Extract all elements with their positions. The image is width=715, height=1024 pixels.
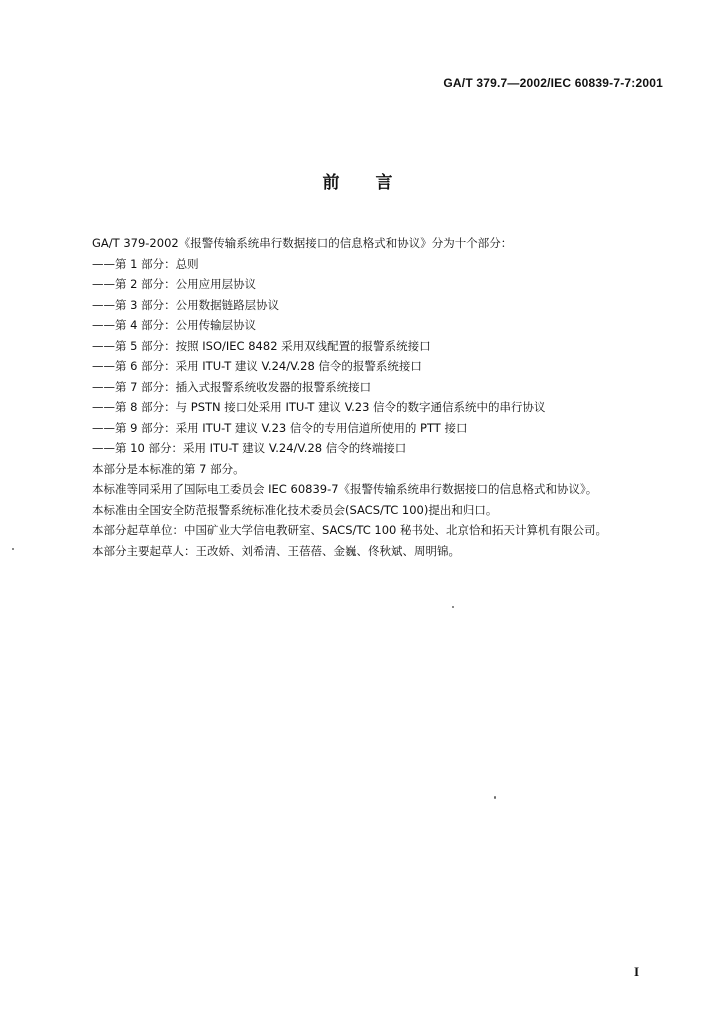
this-part-paragraph: 本部分是本标准的第 7 部分。 xyxy=(92,461,245,476)
part-item-8: ——第 8 部分：与 PSTN 接口处采用 ITU-T 建议 V.23 信令的数字通信系统中的串行协议 xyxy=(92,400,546,414)
intro-paragraph: GA/T 379-2002《报警传输系统串行数据接口的信息格式和协议》分为十个部分： xyxy=(92,236,513,250)
part-item-10: ——第 10 部分：采用 ITU-T 建议 V.24/V.28 信令的终端接口 xyxy=(92,441,407,455)
drafting-units-paragraph: 本部分起草单位：中国矿业大学信电教研室、SACS/TC 100 秘书处、北京恰和拓天计算机有限公司。 xyxy=(92,523,608,537)
part-item-4: ——第 4 部分：公用传输层协议 xyxy=(92,318,257,332)
drafters-paragraph: 本部分主要起草人：王改娇、刘希清、王蓓蓓、金巍、佟秋斌、周明锦。 xyxy=(92,543,460,558)
part-item-6: ——第 6 部分：采用 ITU-T 建议 V.24/V.28 信令的报警系统接口 xyxy=(92,359,422,373)
part-item-5: ——第 5 部分：按照 ISO/IEC 8482 采用双线配置的报警系统接口 xyxy=(92,338,431,353)
part-item-9: ——第 9 部分：采用 ITU-T 建议 V.23 信令的专用信道所使用的 PTT 接口 xyxy=(92,420,468,435)
page-title: 前言 xyxy=(322,173,429,193)
equivalent-paragraph: 本标准等同采用了国际电工委员会 IEC 60839-7《报警传输系统串行数据接口的信息格式和协议》。 xyxy=(92,482,598,496)
scan-speck xyxy=(494,796,496,799)
page-number: I xyxy=(633,964,639,979)
part-item-7: ——第 7 部分：插入式报警系统收发器的报警系统接口 xyxy=(92,379,372,394)
part-item-2: ——第 2 部分：公用应用层协议 xyxy=(92,277,257,291)
scan-speck xyxy=(452,606,454,608)
proposed-by-paragraph: 本标准由全国安全防范报警系统标准化技术委员会(SACS/TC 100)提出和归口。 xyxy=(92,502,498,517)
scan-speck xyxy=(12,548,14,550)
part-item-3: ——第 3 部分：公用数据链路层协议 xyxy=(92,297,280,312)
foreword-body xyxy=(70,233,670,561)
part-item-1: ——第 1 部分：总则 xyxy=(92,256,199,271)
standard-code-header: GA/T 379.7—2002/IEC 60839-7-7:2001 xyxy=(443,76,663,90)
